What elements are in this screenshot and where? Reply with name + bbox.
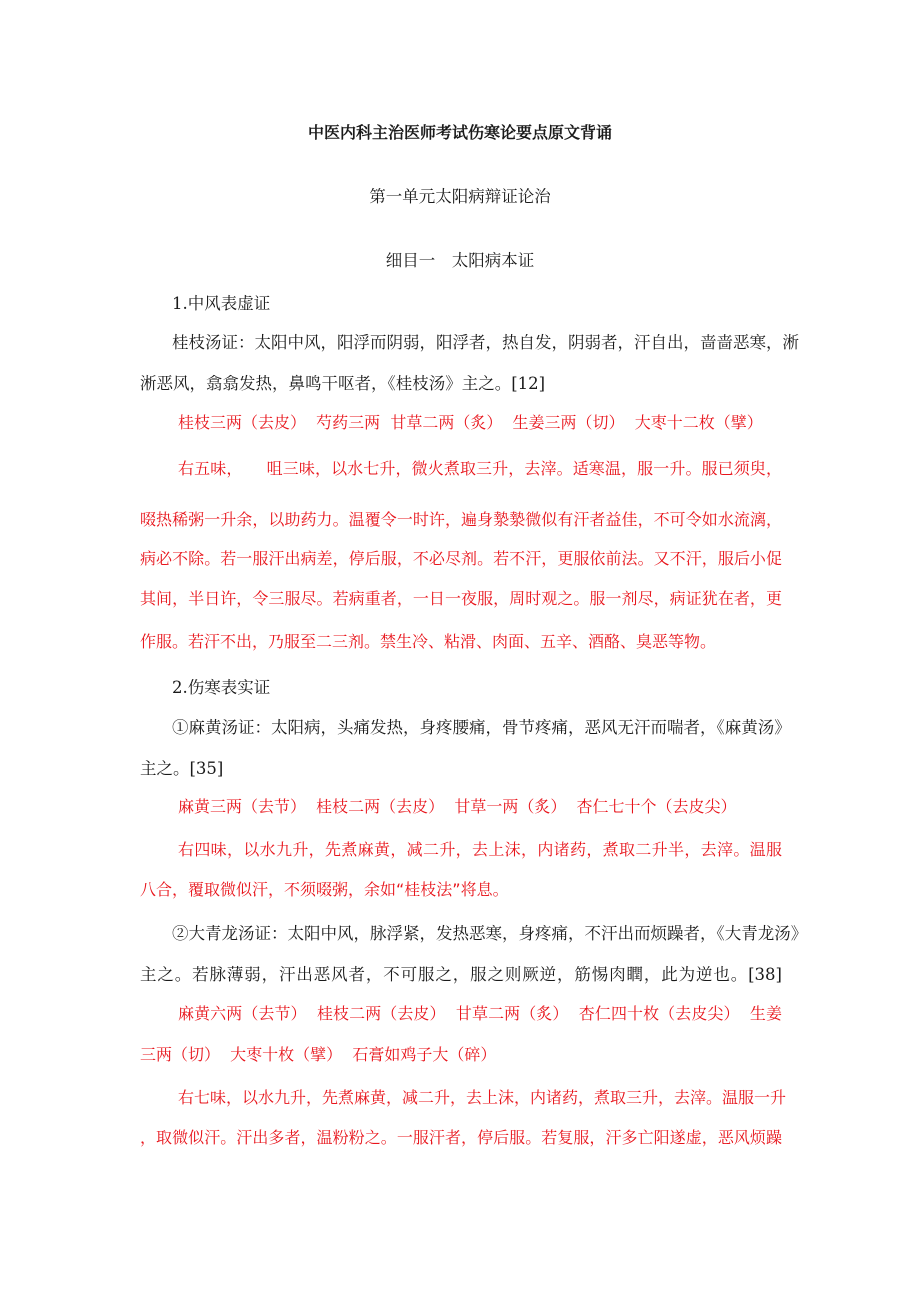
section-heading-2: 2.伤寒表实证 xyxy=(172,678,271,697)
guizhi-method-line-1: 右五味， 咀三味，以水七升，微火煮取三升，去滓。适寒温，服一升。服已须臾， xyxy=(178,459,782,478)
guizhi-clause-line-2: 淅恶风，翕翕发热，鼻鸣干呕者，《桂枝汤》主之。[12] xyxy=(140,374,546,393)
qinglong-method-line-1: 右七味，以水九升，先煮麻黄，减二升，去上沫，内诸药，煮取三升，去滓。温服一升 xyxy=(178,1088,787,1107)
item-heading: 细目一 太阳病本证 xyxy=(385,251,535,270)
unit-heading: 第一单元太阳病辩证论治 xyxy=(369,187,551,206)
mahuang-clause-line-1: ①麻黄汤证：太阳病，头痛发热，身疼腰痛，骨节疼痛，恶风无汗而喘者，《麻黄汤》 xyxy=(172,718,791,737)
guizhi-method-line-2: 啜热稀粥一升余，以助药力。温覆令一时许，遍身漐漐微似有汗者益佳，不可令如水流漓， xyxy=(140,510,782,529)
document-title: 中医内科主治医师考试伤寒论要点原文背诵 xyxy=(307,123,612,142)
qinglong-formula-line-1: 麻黄六两（去节） 桂枝二两（去皮） 甘草二两（炙） 杏仁四十枚（去皮尖） 生姜 xyxy=(178,1004,782,1023)
section-heading-1: 1.中风表虚证 xyxy=(172,294,271,313)
qinglong-clause-line-2: 主之。若脉薄弱，汗出恶风者，不可服之，服之则厥逆，筋惕肉瞤，此为逆也。[38] xyxy=(140,965,782,984)
mahuang-clause-line-2: 主之。[35] xyxy=(140,759,224,778)
guizhi-method-line-5: 作服。若汗不出，乃服至二三剂。禁生冷、粘滑、肉面、五辛、酒酪、臭恶等物。 xyxy=(140,632,717,651)
guizhi-clause-line-1: 桂枝汤证：太阳中风，阳浮而阴弱，阳浮者，热自发，阴弱者，汗自出，啬啬恶寒，淅 xyxy=(172,333,799,352)
mahuang-formula: 麻黄三两（去节） 桂枝二两（去皮） 甘草一两（炙） 杏仁七十个（去皮尖） xyxy=(178,797,737,816)
guizhi-formula: 桂枝三两（去皮） 芍药三两 甘草二两（炙） 生姜三两（切） 大枣十二枚（擘） xyxy=(178,413,763,432)
qinglong-clause-line-1: ②大青龙汤证：太阳中风，脉浮紧，发热恶寒，身疼痛，不汗出而烦躁者，《大青龙汤》 xyxy=(172,924,808,943)
guizhi-method-line-4: 其间，半日许，令三服尽。若病重者，一日一夜服，周时观之。服一剂尽，病证犹在者，更 xyxy=(140,589,782,608)
qinglong-method-line-2: ，取微似汗。汗出多者，温粉粉之。一服汗者，停后服。若复服，汗多亡阳遂虚，恶风烦躁 xyxy=(140,1128,782,1147)
mahuang-method-line-1: 右四味，以水九升，先煮麻黄，减二升，去上沫，内诸药，煮取二升半，去滓。温服 xyxy=(178,840,782,859)
guizhi-method-line-3: 病必不除。若一服汗出病差，停后服，不必尽剂。若不汗，更服依前法。又不汗，服后小促 xyxy=(140,549,782,568)
mahuang-method-line-2: 八合，覆取微似汗，不须啜粥，余如“桂枝法”将息。 xyxy=(140,880,509,899)
qinglong-formula-line-2: 三两（切） 大枣十枚（擘） 石膏如鸡子大（碎） xyxy=(140,1045,497,1064)
